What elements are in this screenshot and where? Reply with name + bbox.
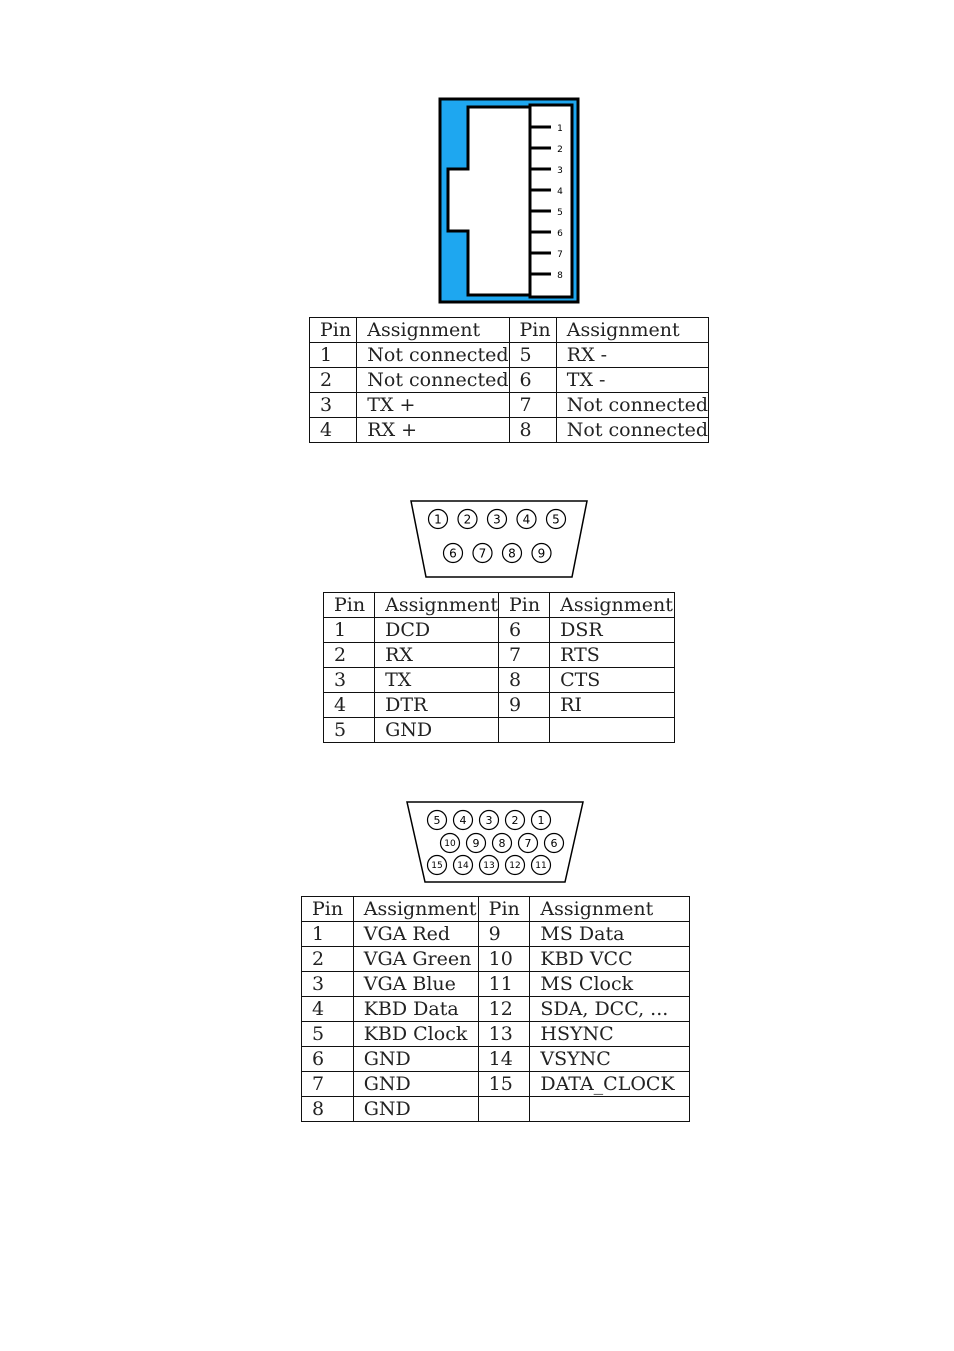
table-header-row [302,897,690,922]
pin-number-cell: 8 [498,668,549,693]
assignment-cell: GND [353,1072,478,1097]
pin-number-cell: 3 [324,668,375,693]
db9-pin-label: 7 [478,546,487,561]
assignment-cell: DCD [375,618,499,643]
assignment-cell: VGA Green [353,947,478,972]
pin-number-cell [478,1097,530,1122]
rj45-pin-number: 1 [557,124,563,134]
table-row [324,718,675,743]
assignment-cell: Not connected [357,368,509,393]
assignment-cell: VGA Red [353,922,478,947]
assignment-cell: TX [375,668,499,693]
pin-number-cell: 1 [310,343,357,368]
db15-pin-label: 13 [483,861,495,872]
assignment-cell: Not connected [556,393,708,418]
assignment-cell: CTS [550,668,675,693]
assignment-cell: KBD Clock [353,1022,478,1047]
pin-number-cell: 7 [302,1072,354,1097]
pin-number-cell: 9 [498,693,549,718]
table-row [302,972,690,997]
assignment-cell: RI [550,693,675,718]
column-header: Assignment [357,318,509,343]
db9-pin-table [323,592,675,743]
column-header: Pin [324,593,375,618]
table-row [324,693,675,718]
pin-number-cell: 2 [310,368,357,393]
pin-number-cell: 3 [302,972,354,997]
table-row [302,1072,690,1097]
assignment-cell: RTS [550,643,675,668]
db15-pin-label: 15 [431,861,443,872]
assignment-cell: VGA Blue [353,972,478,997]
assignment-cell: RX [375,643,499,668]
db15-pin-label: 5 [433,813,441,827]
table-row [302,997,690,1022]
pin-number-cell: 14 [478,1047,530,1072]
db15-pin-label: 6 [550,836,558,850]
pin-number-cell: 2 [324,643,375,668]
rj45-pin-table [309,317,709,443]
assignment-cell: VSYNC [530,1047,690,1072]
db9-pin-label: 3 [493,512,501,527]
db9-pin-label: 6 [449,546,457,561]
table-row [324,668,675,693]
assignment-cell: RX - [556,343,708,368]
pin-number-cell: 9 [478,922,530,947]
pin-number-cell: 1 [324,618,375,643]
pin-number-cell: 1 [302,922,354,947]
db9-pin-label: 2 [463,512,472,527]
db15-pin-label: 9 [472,836,480,850]
pin-number-cell: 8 [302,1097,354,1122]
db15-pin-label: 10 [444,839,456,850]
pin-number-cell: 2 [302,947,354,972]
table-header-row [310,318,709,343]
pin-number-cell: 6 [498,618,549,643]
db9-pin-label: 8 [508,546,516,561]
db15-pin-table [301,896,690,1122]
db15-pin-label: 2 [511,813,519,827]
table-row [324,643,675,668]
db9-pin-label: 9 [537,546,546,561]
assignment-cell: HSYNC [530,1022,690,1047]
table-row [302,947,690,972]
db15-pin-label: 3 [485,813,493,827]
db15-pin-label: 4 [459,813,467,827]
pin-number-cell: 7 [498,643,549,668]
rj45-connector-figure [438,97,581,305]
table-row [302,1047,690,1072]
pin-number-cell: 11 [478,972,530,997]
pin-number-cell: 10 [478,947,530,972]
rj45-pin-number: 8 [557,271,563,281]
db9-pin-label: 4 [522,512,531,527]
column-header: Pin [509,318,556,343]
column-header: Assignment [556,318,708,343]
pin-number-cell: 3 [310,393,357,418]
table-row [302,922,690,947]
column-header: Pin [310,318,357,343]
assignment-cell: MS Data [530,922,690,947]
pin-number-cell: 12 [478,997,530,1022]
column-header: Assignment [530,897,690,922]
assignment-cell: TX + [357,393,509,418]
db15-pin-label: 7 [524,836,532,850]
table-row [310,368,709,393]
pin-number-cell: 4 [310,418,357,443]
assignment-cell: KBD VCC [530,947,690,972]
assignment-cell: KBD Data [353,997,478,1022]
pin-number-cell: 6 [302,1047,354,1072]
assignment-cell: GND [353,1097,478,1122]
pin-number-cell: 8 [509,418,556,443]
assignment-cell: GND [375,718,499,743]
db9-connector-figure [405,495,593,583]
table-row [310,393,709,418]
assignment-cell: DATA_CLOCK [530,1072,690,1097]
db15-pin-label: 1 [537,813,545,827]
assignment-cell [530,1097,690,1122]
pin-number-cell: 5 [324,718,375,743]
pin-number-cell: 7 [509,393,556,418]
assignment-cell: DTR [375,693,499,718]
table-header-row [324,593,675,618]
table-row [302,1097,690,1122]
column-header: Assignment [375,593,499,618]
assignment-cell [550,718,675,743]
rj45-pin-number: 4 [557,187,563,197]
db15-pin-label: 11 [535,861,547,872]
pin-number-cell: 13 [478,1022,530,1047]
db15-table-body [302,897,690,1122]
assignment-cell: Not connected [357,343,509,368]
rj45-pin-number: 7 [557,250,563,260]
db9-pin-label: 5 [552,512,560,527]
assignment-cell: DSR [550,618,675,643]
db9-pin-label: 1 [434,512,442,527]
pin-number-cell: 15 [478,1072,530,1097]
assignment-cell: RX + [357,418,509,443]
pin-number-cell [498,718,549,743]
rj45-pin-number: 3 [557,166,563,176]
pin-number-cell: 4 [324,693,375,718]
db15-pin-label: 14 [457,861,469,872]
column-header: Pin [498,593,549,618]
assignment-cell: TX - [556,368,708,393]
pin-number-cell: 5 [509,343,556,368]
pin-number-cell: 5 [302,1022,354,1047]
column-header: Pin [478,897,530,922]
rj45-pin-number: 2 [557,145,563,155]
assignment-cell: Not connected [556,418,708,443]
rj45-pin-number: 6 [557,229,563,239]
db15-pin-label: 12 [509,861,521,872]
rj45-pin-number: 5 [557,208,563,218]
db15-pin-label: 8 [498,836,506,850]
assignment-cell: MS Clock [530,972,690,997]
table-row [302,1022,690,1047]
table-row [310,418,709,443]
table-row [310,343,709,368]
rj45-table-body [310,318,709,443]
table-row [324,618,675,643]
column-header: Assignment [550,593,675,618]
pin-number-cell: 6 [509,368,556,393]
column-header: Pin [302,897,354,922]
db9-table-body [324,593,675,743]
db15-connector-figure [402,797,588,887]
assignment-cell: SDA, DCC, ... [530,997,690,1022]
pin-number-cell: 4 [302,997,354,1022]
column-header: Assignment [353,897,478,922]
assignment-cell: GND [353,1047,478,1072]
